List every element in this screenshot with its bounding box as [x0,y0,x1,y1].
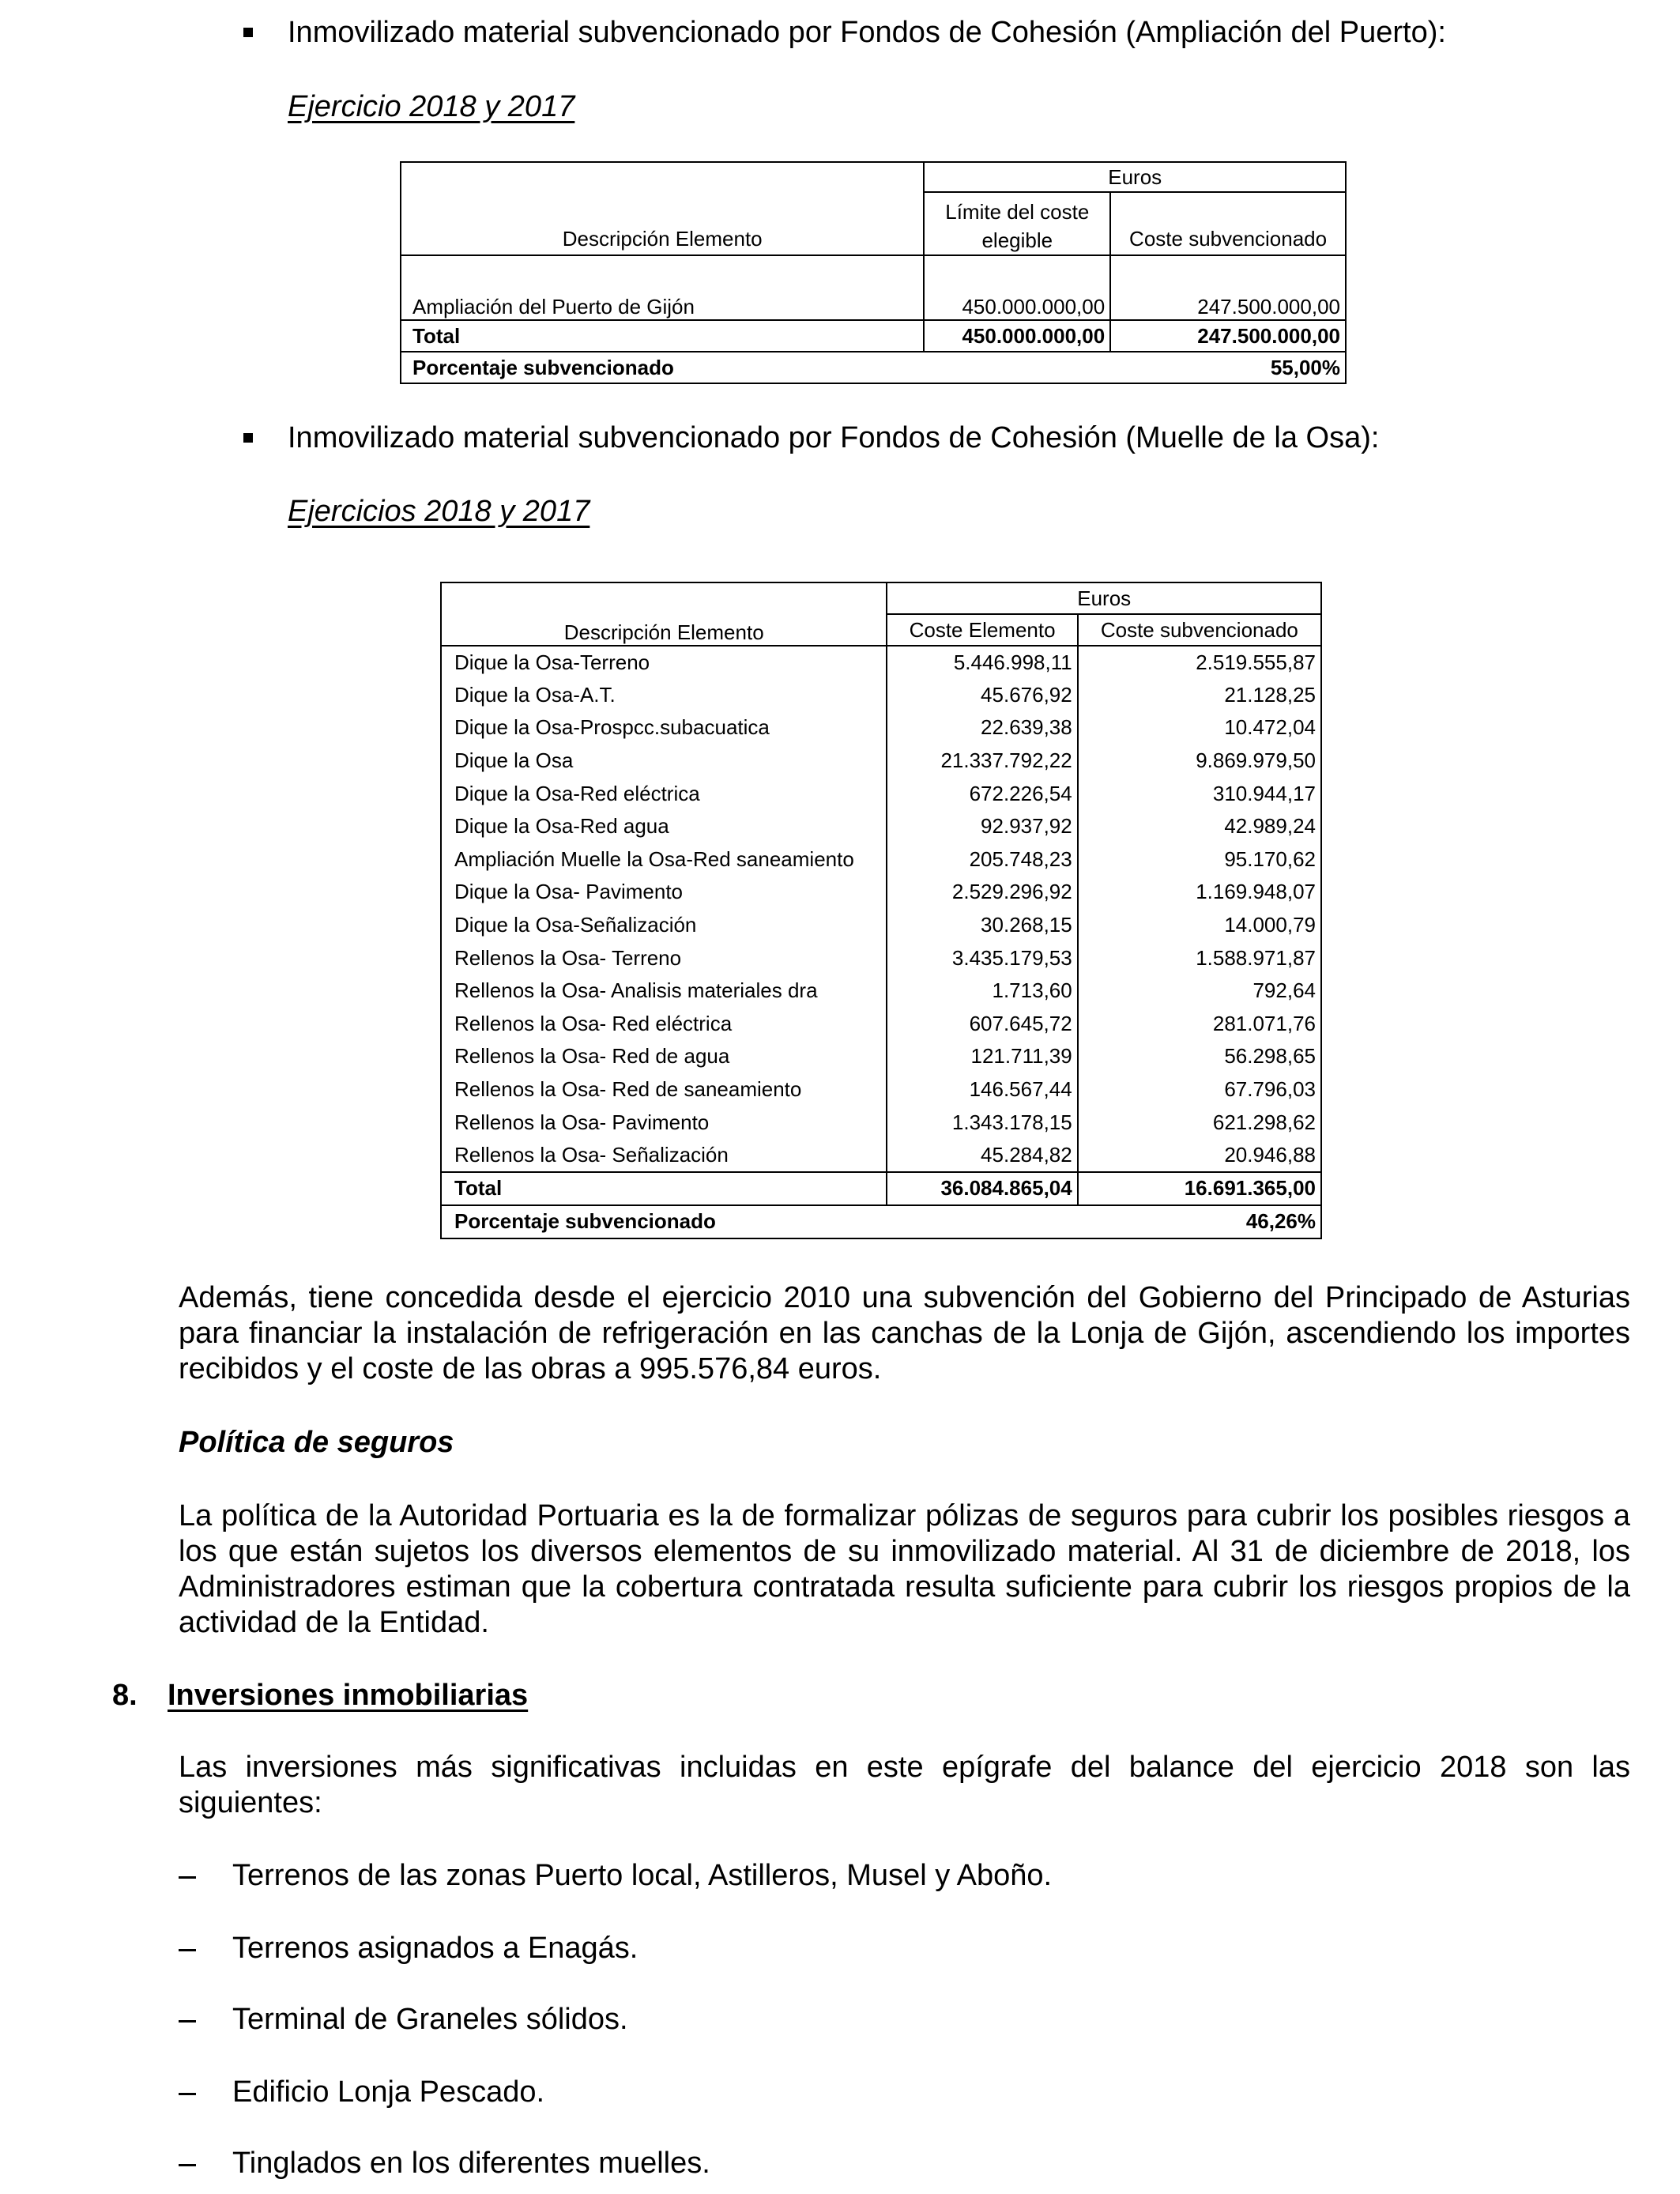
col-header-euros: Euros [924,162,1346,192]
row-value-a: 45.284,82 [887,1139,1077,1172]
table-muelle-osa [440,582,1322,1239]
row-desc: Rellenos la Osa- Pavimento [441,1106,887,1139]
total-row [401,320,1346,352]
list-item: Terrenos de las zonas Puerto local, Astilleros, Musel y Aboño. [232,1859,1053,1892]
row-desc: Rellenos la Osa- Red de agua [441,1040,887,1073]
row-value-b: 9.869.979,50 [1078,745,1321,778]
dash-bullet-icon [179,2020,196,2022]
section1-subtitle: Ejercicio 2018 y 2017 [288,90,575,123]
table-row [441,1008,1321,1041]
percentage-value: 46,26% [1078,1205,1321,1238]
bullet-square-icon [243,28,253,37]
percentage-row [401,352,1346,383]
row-desc: Dique la Osa-Red eléctrica [441,777,887,810]
section2-bullet-text: Inmovilizado material subvencionado por Fondos de Cohesión (Muelle de la Osa): [288,421,1380,454]
list-item: Tinglados en los diferentes muelles. [232,2147,710,2180]
table-row [441,1106,1321,1139]
col-header-descripcion: Descripción Elemento [441,582,887,646]
row-value-a: 3.435.179,53 [887,941,1077,974]
row-desc: Rellenos la Osa- Red de saneamiento [441,1073,887,1106]
row-desc: Dique la Osa-Terreno [441,646,887,679]
row-value-b: 2.519.555,87 [1078,646,1321,679]
percentage-value: 55,00% [1110,352,1346,383]
total-value-a: 450.000.000,00 [924,320,1110,352]
row-value-a: 121.711,39 [887,1040,1077,1073]
row-value-a: 30.268,15 [887,909,1077,942]
table-row [441,876,1321,909]
col-header-coste-subvencionado: Coste subvencionado [1110,192,1346,255]
dash-bullet-icon [179,1876,196,1879]
percentage-label: Porcentaje subvencionado [401,352,1110,383]
section8-intro: Las inversiones más significativas incluidas en este epígrafe del balance del ejercicio 2018 son las siguientes: [179,1751,1630,1819]
row-value-b: 21.128,25 [1078,679,1321,712]
col-header-limite-line2: elegible [981,228,1053,252]
total-value-b: 16.691.365,00 [1078,1172,1321,1205]
row-value-b: 95.170,62 [1078,843,1321,876]
row-value-b: 621.298,62 [1078,1106,1321,1139]
table-row [441,1073,1321,1106]
row-value-b: 1.588.971,87 [1078,941,1321,974]
table-row [441,843,1321,876]
section8-number: 8. [112,1679,137,1712]
row-desc: Dique la Osa [441,745,887,778]
dash-bullet-icon [179,2093,196,2095]
row-value-b: 20.946,88 [1078,1139,1321,1172]
row-value-b: 67.796,03 [1078,1073,1321,1106]
table-row [441,745,1321,778]
table-row [441,1040,1321,1073]
section2-subtitle: Ejercicios 2018 y 2017 [288,495,590,528]
row-desc: Dique la Osa-Red agua [441,810,887,843]
table-ampliacion-puerto [400,161,1347,384]
col-header-limite-line1: Límite del coste [945,200,1090,224]
row-value-b: 14.000,79 [1078,909,1321,942]
row-value-b: 281.071,76 [1078,1008,1321,1041]
row-value-a: 450.000.000,00 [924,255,1110,320]
list-item: Edificio Lonja Pescado. [232,2075,545,2109]
table-row [441,974,1321,1008]
table-row [441,777,1321,810]
total-label: Total [401,320,924,352]
paragraph-subvencion: Además, tiene concedida desde el ejercicio 2010 una subvención del Gobierno del Principado de Asturias para financiar la instalación de refrigeración en las canchas de la Lonja de Gijón, ascendiendo los importes recibidos y el coste de las obras a 995.576,84 euros. [179,1281,1630,1385]
row-value-a: 205.748,23 [887,843,1077,876]
row-value-b: 42.989,24 [1078,810,1321,843]
total-value-b: 247.500.000,00 [1110,320,1346,352]
col-header-coste-elemento: Coste Elemento [887,614,1077,646]
col-header-euros: Euros [887,582,1321,614]
bullet-square-icon [243,433,253,443]
row-value-a: 607.645,72 [887,1008,1077,1041]
row-desc: Rellenos la Osa- Red eléctrica [441,1008,887,1041]
percentage-label: Porcentaje subvencionado [441,1205,1078,1238]
row-value-a: 672.226,54 [887,777,1077,810]
row-value-a: 2.529.296,92 [887,876,1077,909]
row-desc: Rellenos la Osa- Terreno [441,941,887,974]
table-row [441,1139,1321,1172]
percentage-row [441,1205,1321,1238]
table-row [441,909,1321,942]
total-label: Total [441,1172,887,1205]
col-header-coste-subvencionado: Coste subvencionado [1078,614,1321,646]
table-row [441,646,1321,679]
row-value-a: 21.337.792,22 [887,745,1077,778]
section1-bullet-text: Inmovilizado material subvencionado por Fondos de Cohesión (Ampliación del Puerto): [288,16,1446,49]
dash-bullet-icon [179,1949,196,1951]
table-row [441,941,1321,974]
total-row [441,1172,1321,1205]
col-header-descripcion: Descripción Elemento [401,162,924,255]
row-desc: Rellenos la Osa- Analisis materiales dra [441,974,887,1008]
row-value-b: 10.472,04 [1078,711,1321,745]
table-row [441,810,1321,843]
row-value-b: 247.500.000,00 [1110,255,1346,320]
row-value-a: 146.567,44 [887,1073,1077,1106]
list-item: Terminal de Graneles sólidos. [232,2003,628,2036]
row-value-b: 1.169.948,07 [1078,876,1321,909]
row-value-a: 1.343.178,15 [887,1106,1077,1139]
heading-politica-seguros: Política de seguros [179,1426,454,1459]
row-value-a: 92.937,92 [887,810,1077,843]
row-value-a: 1.713,60 [887,974,1077,1008]
section8-title: Inversiones inmobiliarias [168,1679,529,1712]
row-value-b: 792,64 [1078,974,1321,1008]
row-value-b: 56.298,65 [1078,1040,1321,1073]
row-desc: Dique la Osa-Prospcc.subacuatica [441,711,887,745]
list-item: Terrenos asignados a Enagás. [232,1932,638,1965]
table-row [401,255,1346,320]
table-row [441,679,1321,712]
paragraph-seguros: La política de la Autoridad Portuaria es la de formalizar pólizas de seguros para cubrir los posibles riesgos a los que están sujetos los diversos elementos de su inmovilizado material. Al 31 de diciembre de 2018, los Administradores estiman que la cobertura contratada resulta suficiente para cubrir los riesgos propios de la actividad de la Entidad. [179,1499,1630,1639]
row-desc: Dique la Osa-Señalización [441,909,887,942]
row-value-a: 5.446.998,11 [887,646,1077,679]
row-desc: Ampliación Muelle la Osa-Red saneamiento [441,843,887,876]
row-desc: Ampliación del Puerto de Gijón [401,255,924,320]
col-header-limite [924,192,1110,255]
row-value-a: 22.639,38 [887,711,1077,745]
dash-bullet-icon [179,2164,196,2166]
row-desc: Dique la Osa- Pavimento [441,876,887,909]
total-value-a: 36.084.865,04 [887,1172,1077,1205]
table-row [441,711,1321,745]
row-value-a: 45.676,92 [887,679,1077,712]
row-value-b: 310.944,17 [1078,777,1321,810]
row-desc: Rellenos la Osa- Señalización [441,1139,887,1172]
row-desc: Dique la Osa-A.T. [441,679,887,712]
